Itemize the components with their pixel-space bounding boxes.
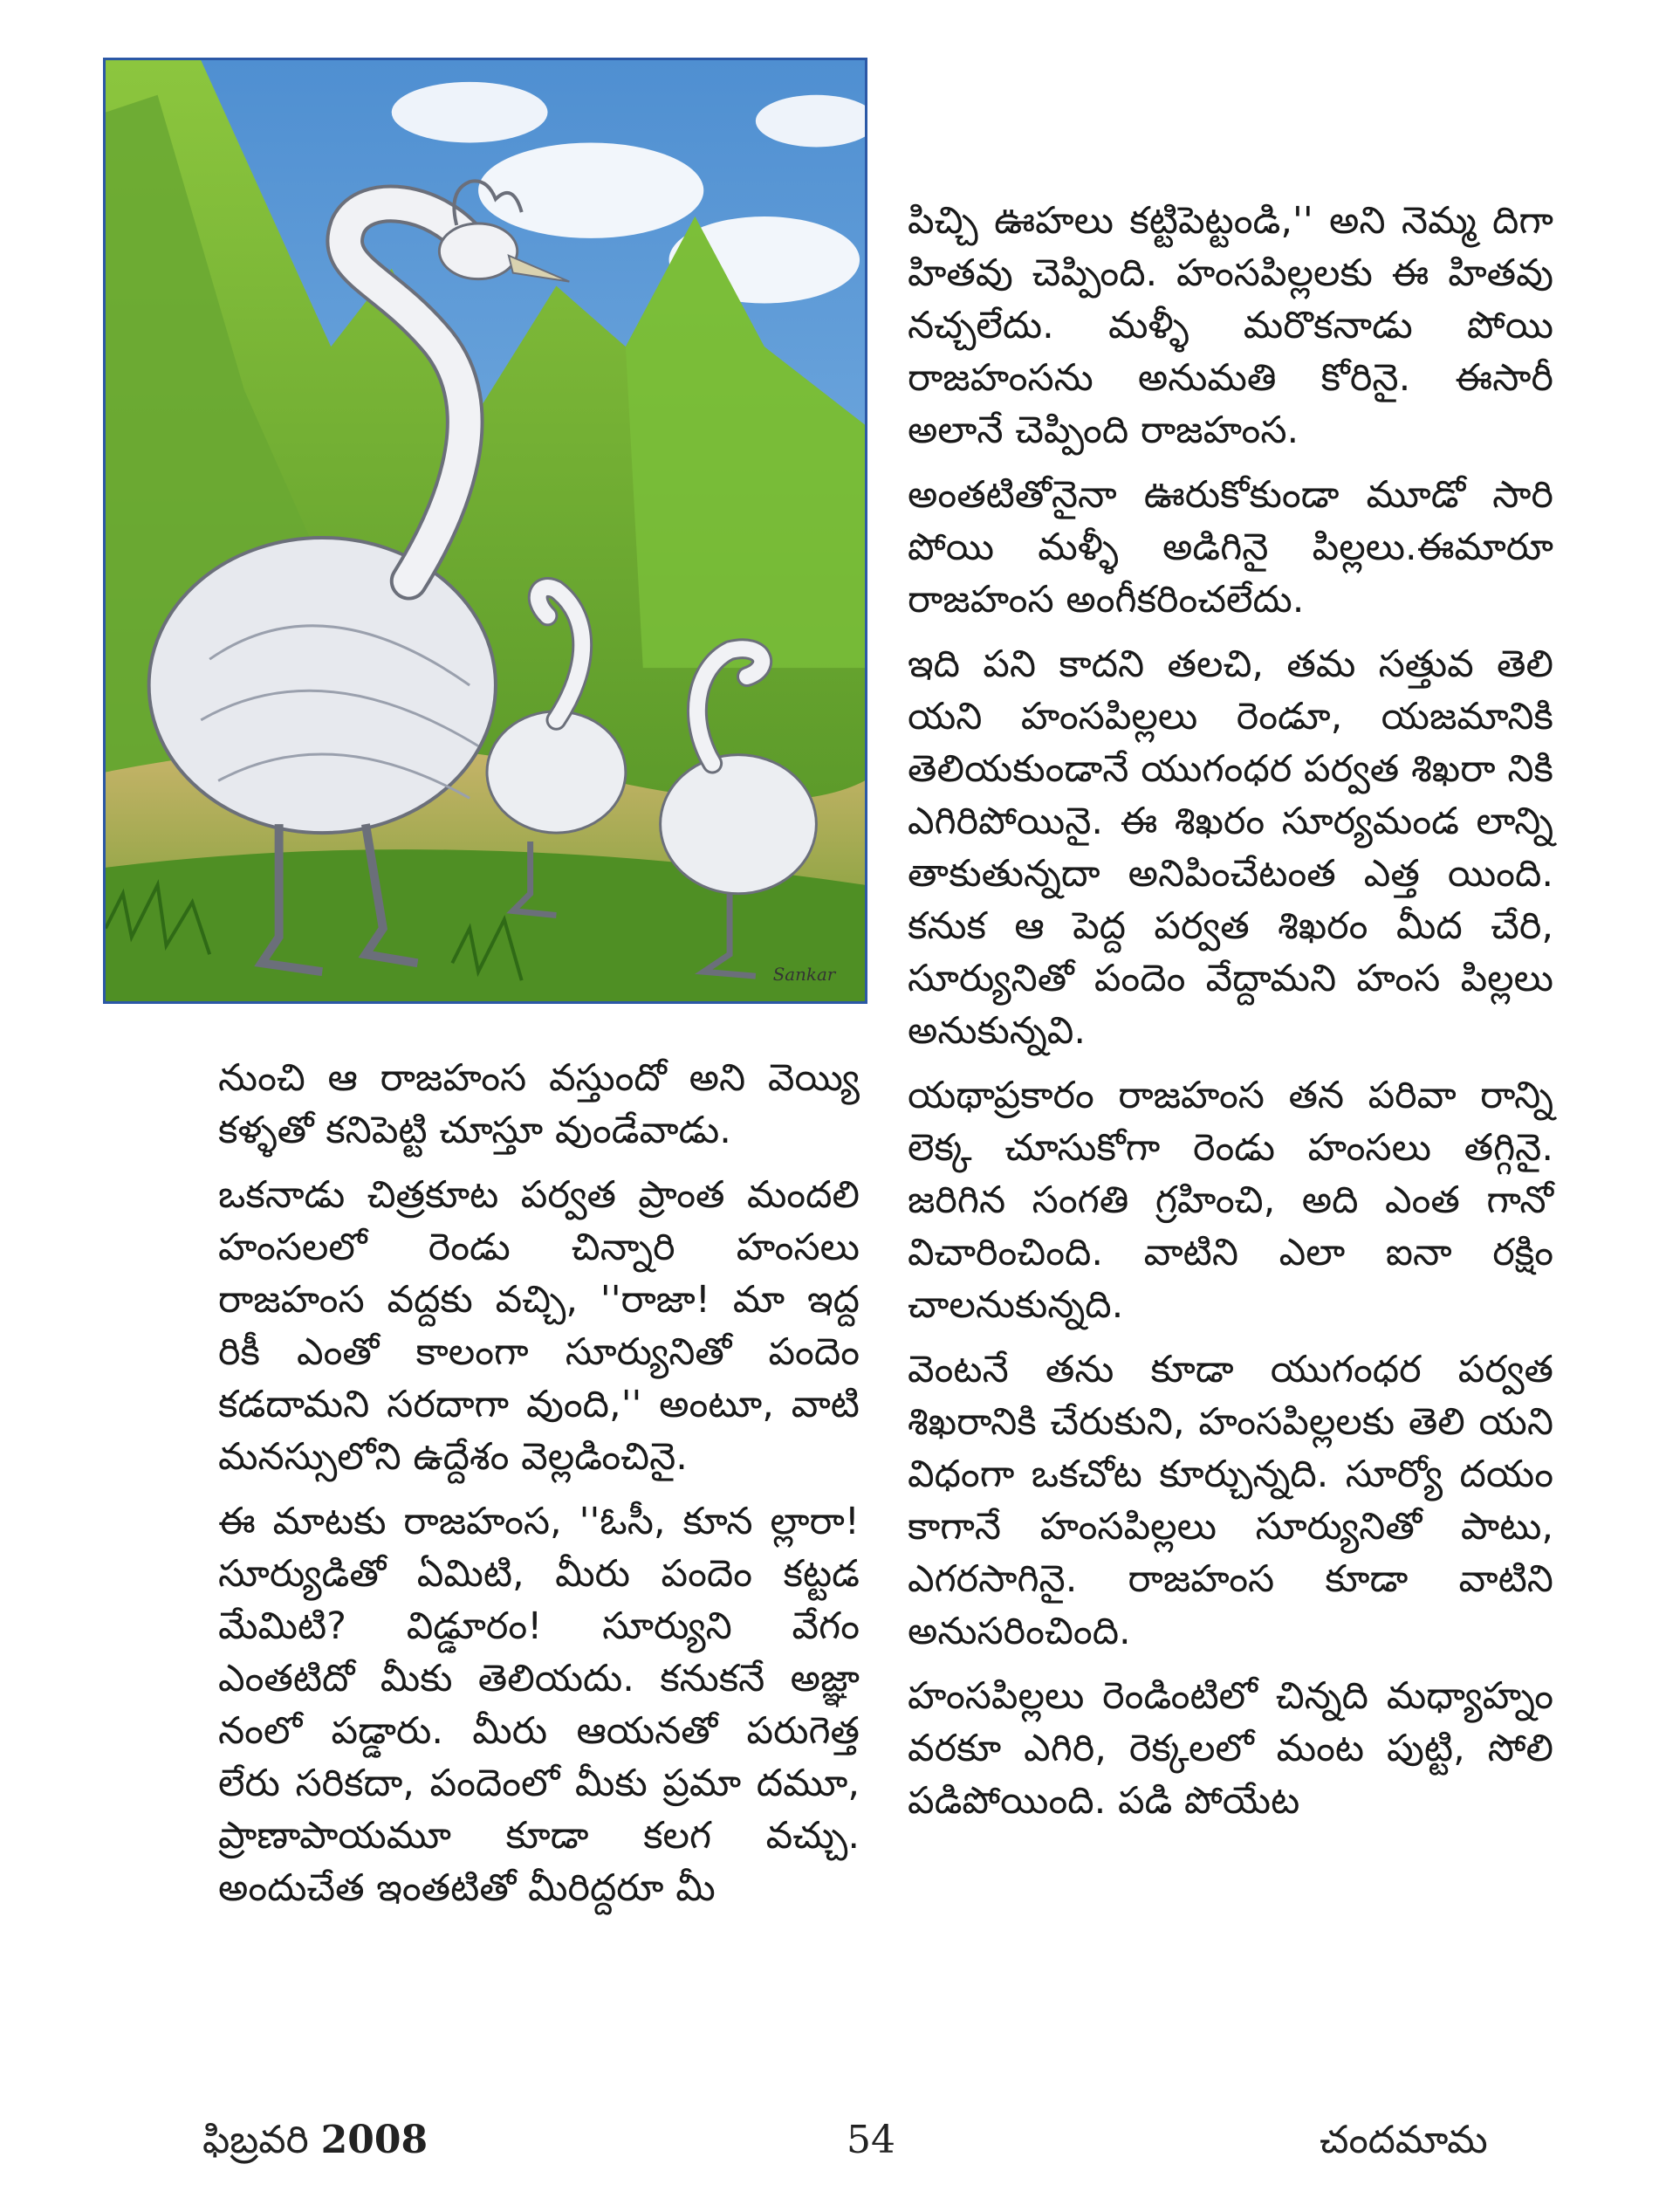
- left-column: [218, 1056, 860, 1919]
- illustration-art: [106, 60, 865, 1001]
- left-paragraph: ఒకనాడు చిత్రకూట పర్వత ప్రాంత మందలి హంసలలో రెండు చిన్నారి హంసలు రాజహంస వద్దకు వచ్చి, ''రాజా! మా ఇద్ద రికీ ఎంతో కాలంగా సూర్యునితో పందెం కడదామని సరదాగా వుంది,'' అంటూ, వాటి మనస్సులోని ఉద్దేశం వెల్లడించినై.: [218, 1173, 860, 1479]
- right-column: [908, 199, 1553, 1831]
- page-number: 54: [847, 2118, 895, 2162]
- footer-month: ఫిబ్రవరి: [202, 2118, 309, 2162]
- magazine-name: చందమామ: [1320, 2118, 1488, 2162]
- right-paragraph: పిచ్చి ఊహలు కట్టిపెట్టండి,'' అని నెమ్మ దిగా హితవు చెప్పింది. హంసపిల్లలకు ఈ హితవు నచ్చలేదు. మళ్ళీ మరొకనాడు పోయి రాజహంసను అనుమతి కోరినై. ఈసారీ అలానే చెప్పింది రాజహంస.: [908, 199, 1553, 452]
- right-paragraph: ఇది పని కాదని తలచి, తమ సత్తువ తెలి యని హంసపిల్లలు రెండూ, యజమానికి తెలియకుండానే యుగంధర పర్వత శిఖరా నికి ఎగిరిపోయినై. ఈ శిఖరం సూర్యమండ లాన్ని తాకుతున్నదా అనిపించేటంత ఎత్త యింది. కనుక ఆ పెద్ద పర్వత శిఖరం మీద చేరి, సూర్యునితో పందెం వేద్దామని హంస పిల్లలు అనుకున్నవి.: [908, 642, 1553, 1053]
- right-paragraph: హంసపిల్లలు రెండింటిలో చిన్నది మధ్యాహ్నం వరకూ ఎగిరి, రెక్కలలో మంట పుట్టి, సోలి పడిపోయింది. పడి పోయేట: [908, 1674, 1553, 1823]
- footer-year: 2008: [320, 2118, 428, 2162]
- right-paragraph: యథాప్రకారం రాజహంస తన పరివా రాన్ని లెక్క చూసుకోగా రెండు హంసలు తగ్గినై. జరిగిన సంగతి గ్రహించి, అది ఎంత గానో విచారించింది. వాటిని ఎలా ఐనా రక్షిం చాలనుకున్నది.: [908, 1074, 1553, 1327]
- left-paragraph: నుంచి ఆ రాజహంస వస్తుందో అని వెయ్యి కళ్ళతో కనిపెట్టి చూస్తూ వుండేవాడు.: [218, 1056, 860, 1152]
- swan-illustration: [103, 58, 867, 1004]
- footer-date: [202, 2118, 428, 2170]
- left-paragraph: ఈ మాటకు రాజహంస, ''ఓసీ, కూన ల్లారా! సూర్యుడితో ఏమిటి, మీరు పందెం కట్టడ మేమిటి? విడ్డూరం! సూర్యుని వేగం ఎంతటిదో మీకు తెలియదు. కనుకనే అజ్ఞా నంలో పడ్డారు. మీరు ఆయనతో పరుగెత్త లేరు సరికదా, పందెంలో మీకు ప్రమా దమూ, ప్రాణాపాయమూ కూడా కలగ వచ్చు. అందుచేత ఇంతటితో మీరిద్దరూ మీ: [218, 1500, 860, 1910]
- right-paragraph: వెంటనే తను కూడా యుగంధర పర్వత శిఖరానికి చేరుకుని, హంసపిల్లలకు తెలి యని విధంగా ఒకచోట కూర్చున్నది. సూర్యో దయం కాగానే హంసపిల్లలు సూర్యునితో పాటు, ఎగరసాగినై. రాజహంస కూడా వాటిని అనుసరించింది.: [908, 1348, 1553, 1653]
- svg-text:Sankar: Sankar: [772, 965, 836, 986]
- right-paragraph: అంతటితోనైనా ఊరుకోకుండా మూడో సారి పోయి మళ్ళీ అడిగినై పిల్లలు.ఈమారూ రాజహంస అంగీకరించలేదు.: [908, 473, 1553, 622]
